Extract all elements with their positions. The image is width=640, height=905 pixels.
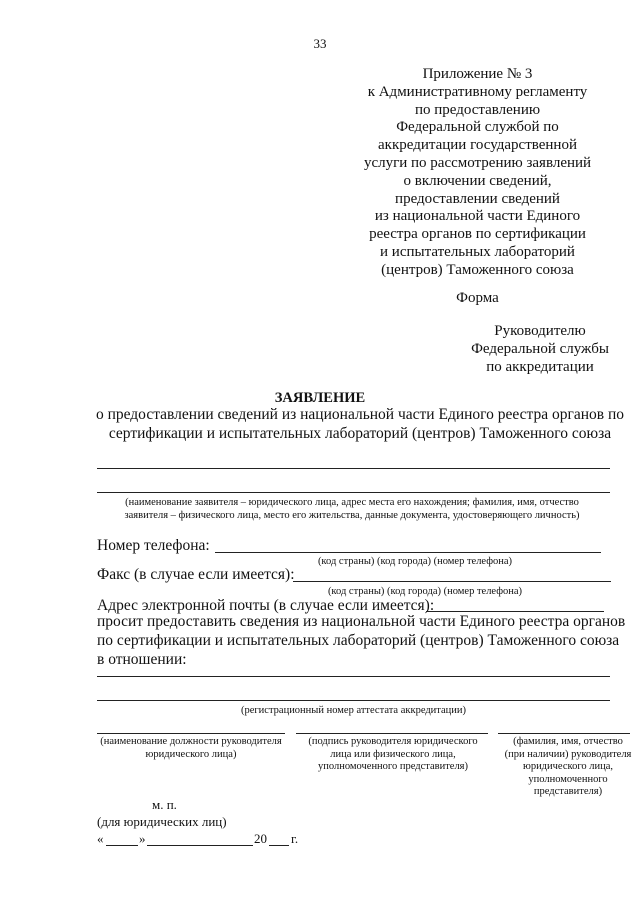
phone-caption: (код страны) (код города) (номер телефона) (317, 556, 513, 567)
page-number: 33 (313, 36, 327, 51)
addressee-line: по аккредитации (486, 359, 594, 375)
applicant-caption-line: заявителя – физического лица, место его жительства, данные документа, удостоверяющего личность) (124, 510, 580, 521)
appendix-line: Приложение № 3 (422, 66, 533, 82)
subject-fill-line[interactable] (97, 676, 610, 677)
position-caption-line: юридического лица) (145, 748, 237, 760)
for-legal-label: (для юридических лиц) (97, 814, 227, 829)
appendix-line: (центров) Таможенного союза (381, 261, 574, 278)
signature-caption-line: уполномоченного представителя) (317, 761, 469, 773)
applicant-fill-line[interactable] (97, 468, 610, 469)
stamp-label: м. п. (152, 797, 177, 812)
application-title: ЗАЯВЛЕНИЕ (274, 390, 366, 406)
request-line: по сертификации и испытательных лабораторий (центров) Таможенного союза (97, 632, 620, 649)
appendix-line: Федеральной службой по (396, 119, 559, 136)
appendix-line: предоставлении сведений (395, 190, 560, 207)
subject-fill-line[interactable] (97, 700, 610, 701)
appendix-block (340, 66, 615, 280)
phone-label: Номер телефона: (97, 537, 210, 554)
applicant-fill-line[interactable] (97, 492, 610, 493)
email-label: Адрес электронной почты (в случае если имеется): (97, 597, 435, 614)
date-year-prefix: 20 (254, 831, 267, 846)
name-caption-line: (при наличии) руководителя (504, 748, 632, 760)
signature-fill-line[interactable] (296, 733, 488, 734)
appendix-line: и испытательных лабораторий (380, 243, 575, 260)
subtitle-line: о предоставлении сведений из национальной части Единого реестра органов по (95, 406, 625, 423)
application-subtitle (80, 405, 640, 443)
position-fill-line[interactable] (97, 733, 285, 734)
request-paragraph (97, 612, 627, 669)
appendix-line: к Административному регламенту (367, 83, 588, 100)
name-caption-line: (фамилия, имя, отчество (513, 736, 623, 747)
name-caption-line: уполномоченного (528, 773, 608, 785)
date-month-line[interactable] (147, 845, 253, 846)
request-line: в отношении: (97, 651, 187, 668)
addressee-block (440, 322, 640, 376)
name-caption-line: юридического лица, (522, 761, 614, 773)
signature-caption-line: (подпись руководителя юридического (308, 736, 478, 747)
name-caption (498, 736, 638, 799)
applicant-caption (92, 496, 612, 522)
appendix-line: реестра органов по сертификации (369, 226, 586, 243)
subtitle-line: сертификации и испытательных лабораторий (центров) Таможенного союза (108, 425, 612, 442)
name-fill-line[interactable] (498, 733, 630, 734)
registration-caption: (регистрационный номер аттестата аккредитации) (240, 705, 467, 716)
fax-fill-line[interactable] (293, 581, 611, 582)
date-open-quote: « (97, 831, 104, 846)
addressee-line: Федеральной службы (471, 341, 609, 357)
appendix-line: аккредитации государственной (378, 137, 577, 154)
form-label: Форма (456, 290, 499, 306)
addressee-line: Руководителю (494, 323, 586, 339)
position-caption (95, 736, 287, 761)
appendix-line: по предоставлению (414, 101, 541, 118)
name-caption-line: представителя) (533, 786, 603, 798)
date-day-line[interactable] (106, 845, 138, 846)
phone-fill-line[interactable] (215, 552, 601, 553)
fax-caption: (код страны) (код города) (номер телефона) (327, 586, 523, 597)
position-caption-line: (наименование должности руководителя (100, 736, 282, 747)
date-year-suffix: г. (291, 831, 299, 846)
applicant-caption-line: (наименование заявителя – юридического лица, адрес места его нахождения; фамилия, имя, отчество (125, 497, 579, 508)
signature-caption (296, 736, 490, 774)
appendix-line: из национальной части Единого (374, 208, 581, 225)
signature-caption-line: лица или физического лица, (330, 748, 456, 760)
date-year-line[interactable] (269, 845, 289, 846)
appendix-line: услуги по рассмотрению заявлений (363, 154, 592, 171)
request-line: просит предоставить сведения из национальной части Единого реестра органов (97, 613, 626, 630)
fax-label: Факс (в случае если имеется): (97, 566, 295, 583)
appendix-line: о включении сведений, (403, 172, 552, 189)
date-close-quote: » (139, 831, 146, 846)
